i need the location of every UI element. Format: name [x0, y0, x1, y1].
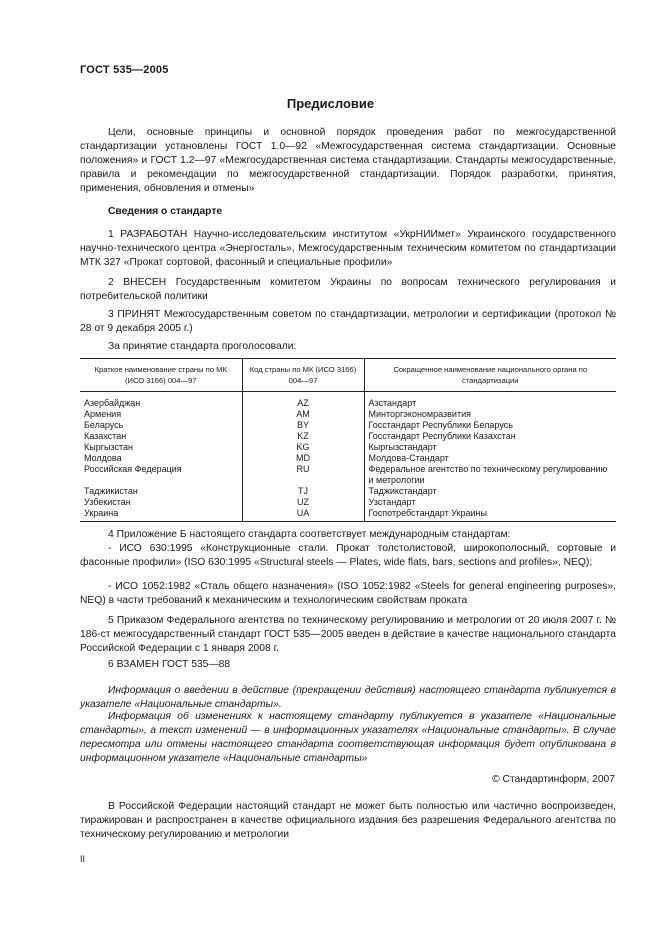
table-row — [80, 508, 616, 522]
item-4b-paragraph: - ИСО 1052:1982 «Сталь общего назначения» (ISO 1052:1982 «Steels for general engineering purposes», NEQ) в части требований к механическим и технологическим свойствам проката — [80, 581, 616, 606]
country-cell: Российская Федерация — [84, 464, 182, 474]
country-cell: Украина — [80, 508, 242, 522]
table-row — [80, 486, 616, 497]
page-number: II — [80, 854, 86, 864]
agency-cell: Узстандарт — [364, 497, 616, 508]
table-row — [80, 497, 616, 508]
item-1-paragraph: 1 РАЗРАБОТАН Научно-исследовательским институтом «УкрНИИмет» Украинского государственного научно-технического центра «Энергосталь», Межгосударственным техническим комитетом по стандартизации МТК 327 «Прокат сортовой, фасонный и специальные профили» — [80, 229, 616, 268]
agency-cell: Таджикстандарт — [364, 486, 616, 497]
item-2-paragraph: 2 ВНЕСЕН Государственным комитетом Украины по вопросам технического регулирования и потребительской политики — [80, 277, 616, 302]
copyright-line: © Стандартинформ, 2007 — [492, 774, 615, 785]
item-3-paragraph: 3 ПРИНЯТ Межгосударственным советом по стандартизации, метрологии и сертификации (протокол № 28 от 9 декабря 2005 г.) — [80, 309, 616, 334]
code-cell: MD — [242, 453, 364, 464]
note-amendments: Информация об изменениях к настоящему стандарту публикуется в указателе «Национальные стандарты», а текст изменений — в информационных указателях «Национальные стандарты». В случае пересмотра или отмены настоящего стандарта соответствующая информация будет опубликована в информационном указателе «Национальные стандарты» — [80, 711, 616, 764]
table-header-agency: Сокращенное наименование национального органа по стандартизации — [364, 359, 616, 392]
table-row — [80, 464, 616, 486]
table-row — [80, 431, 616, 442]
note-introduction: Информация о введении в действие (прекращении действия) настоящего стандарта публикуется в указателе «Национальные стандарты». — [80, 685, 616, 710]
agency-cell: Федеральное агентство по техническому регулированию и метрологии — [364, 464, 616, 486]
country-cell: Беларусь — [84, 420, 124, 430]
agency-cell: Госпотребстандарт Украины — [364, 508, 616, 522]
agency-cell: Азстандарт — [364, 392, 616, 410]
table-row — [80, 420, 616, 431]
code-cell: TJ — [242, 486, 364, 497]
table-header-row — [80, 359, 616, 392]
document-code: ГОСТ 535—2005 — [80, 64, 169, 76]
code-cell: KG — [242, 442, 364, 453]
table-row — [80, 453, 616, 464]
code-cell: RU — [242, 464, 364, 486]
voting-table — [80, 358, 616, 522]
rights-paragraph: В Российской Федерации настоящий стандарт не может быть полностью или частично воспроизведен, тиражирован и распространен в качестве официального издания без разрешения Федерального агентства по техническому регулированию и метрологии — [80, 801, 616, 840]
agency-cell: Госстандарт Республики Казахстан — [364, 431, 616, 442]
agency-cell: Молдова-Стандарт — [364, 453, 616, 464]
country-cell: Армения — [84, 409, 122, 419]
table-row — [80, 392, 616, 410]
code-cell: KZ — [242, 431, 364, 442]
country-cell: Азербайджан — [84, 398, 141, 408]
item-6-paragraph: 6 ВЗАМЕН ГОСТ 535—88 — [108, 659, 231, 670]
table-row — [80, 409, 616, 420]
info-heading: Сведения о стандарте — [108, 206, 223, 217]
code-cell: UZ — [242, 497, 364, 508]
country-cell: Молдова — [84, 453, 122, 463]
agency-cell: Минторгэкономразвития — [364, 409, 616, 420]
intro-paragraph: Цели, основные принципы и основной порядок проведения работ по межгосударственной стандартизации установлены ГОСТ 1.0—92 «Межгосударственная система стандартизации. Основные положения» и ГОСТ 1.2—97 «Межгосударственная система стандартизации. Стандарты межгосударственные, правила и рекомендации по межгосударственной стандартизации. Порядок разработки, принятия, применения, обновления и отмены» — [80, 127, 616, 194]
table-row — [80, 442, 616, 453]
country-cell: Казахстан — [84, 431, 127, 441]
country-cell: Таджикистан — [84, 486, 138, 496]
code-cell: UA — [242, 508, 364, 522]
code-cell: BY — [242, 420, 364, 431]
item-4a-paragraph: - ИСО 630:1995 «Конструкционные стали. Прокат толстолистовой, широкополосный, сортовые и фасонные профили» (ISO 630:1995 «Structural steels — Plates, wide flats, bars, sections and profiles», NEQ); — [80, 543, 616, 568]
item-5-paragraph: 5 Приказом Федерального агентства по техническому регулированию и метрологии от 20 июля 2007 г. № 186-ст межгосударственный стандарт ГОСТ 535—2005 введен в действие в качестве национального стандарта Российской Федерации с 1 января 2008 г. — [80, 615, 616, 654]
country-cell: Узбекистан — [84, 497, 131, 507]
vote-intro: За принятие стандарта проголосовали: — [108, 341, 297, 352]
agency-cell: Кыргызстандарт — [364, 442, 616, 453]
table-header-code: Код страны по МК (ИСО 3166) 004—97 — [242, 359, 364, 392]
page-title: Предисловие — [286, 96, 375, 111]
table-header-country: Краткое наименование страны по МК (ИСО 3166) 004—97 — [80, 359, 242, 392]
agency-cell: Госстандарт Республики Беларусь — [364, 420, 616, 431]
item-4-paragraph: 4 Приложение Б настоящего стандарта соответствует международным стандартам: — [108, 529, 511, 540]
country-cell: Кыргызстан — [84, 442, 133, 452]
code-cell: AZ — [242, 392, 364, 410]
code-cell: AM — [242, 409, 364, 420]
